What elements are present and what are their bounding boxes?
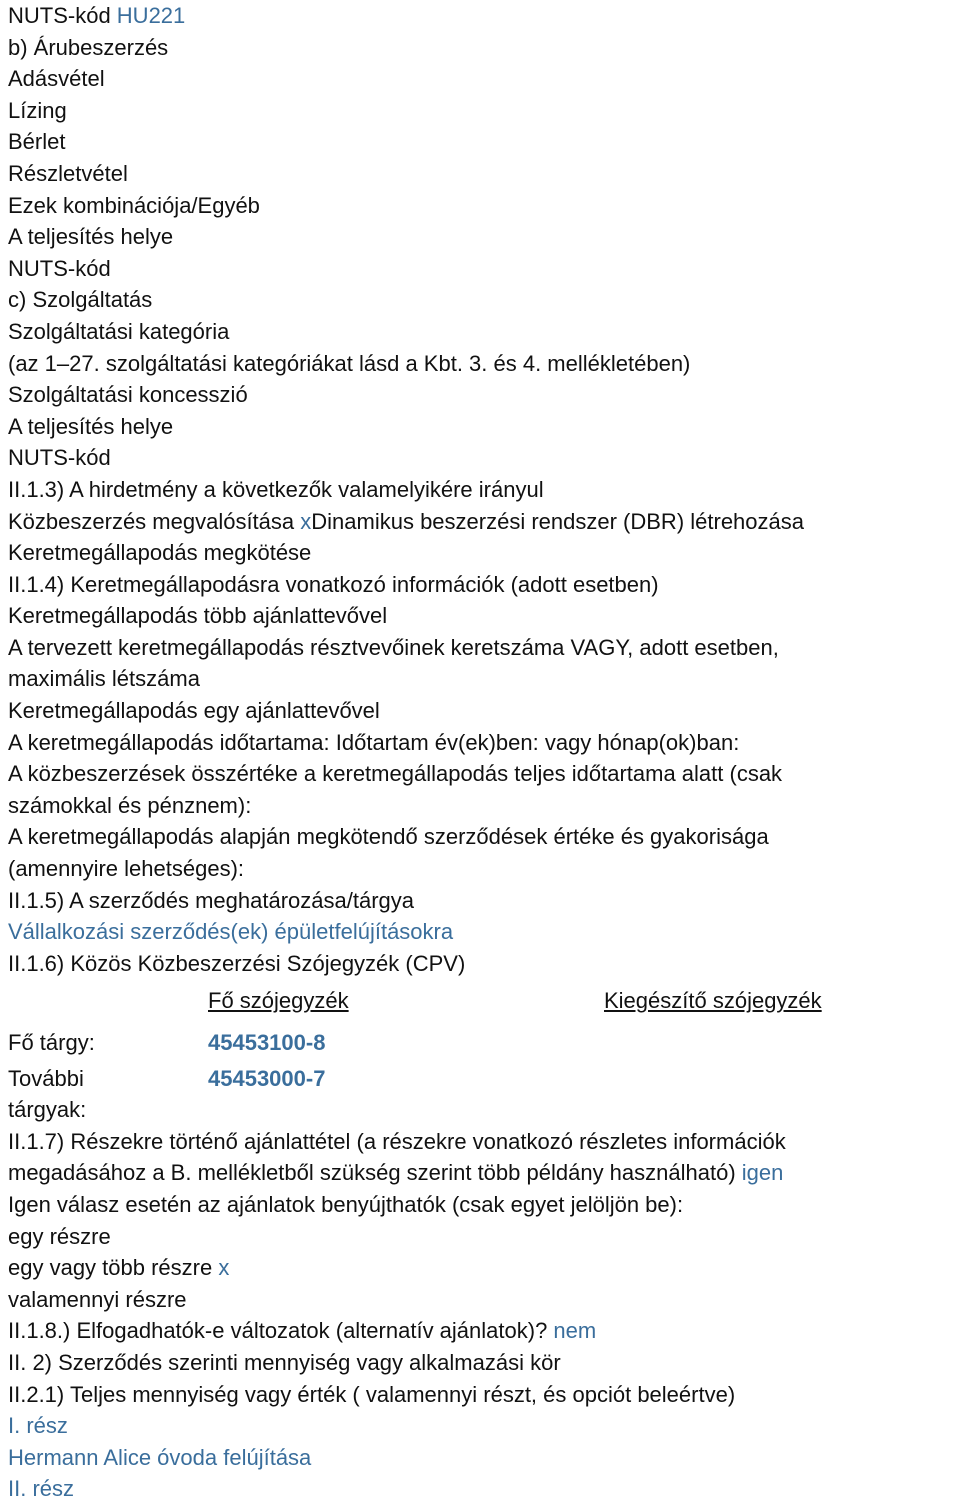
text-line (8, 537, 960, 569)
text-line (8, 95, 960, 127)
text-line (8, 379, 960, 411)
text-segment: I. rész (8, 1413, 68, 1439)
text-segment: (amennyire lehetséges): (8, 856, 245, 882)
text-line (8, 1379, 960, 1411)
text-segment: Dinamikus beszerzési rendszer (DBR) létrehozása (311, 508, 804, 534)
text-line (8, 632, 960, 664)
text-segment: Keretmegállapodás megkötése (8, 540, 312, 566)
text-segment: A tervezett keretmegállapodás résztvevőinek keretszáma VAGY, adott esetben, (8, 634, 779, 660)
text-segment: Vállalkozási szerződés(ek) épületfelújításokra (8, 919, 454, 945)
cpv-other-code: 45453000-7 (208, 1065, 326, 1091)
text-line (8, 916, 960, 948)
text-line (8, 1126, 960, 1158)
text-segment: x (300, 508, 312, 534)
document-text-bottom (8, 1126, 960, 1505)
text-line (8, 316, 960, 348)
text-segment: II. rész (8, 1476, 75, 1502)
cpv-table (8, 985, 960, 1125)
text-segment: Igen válasz esetén az ajánlatok benyújthatók (csak egyet jelöljön be): (8, 1191, 684, 1217)
text-segment: Közbeszerzés megvalósítása (8, 508, 301, 534)
cpv-other-extra (604, 1059, 864, 1126)
document-text-top (8, 0, 960, 979)
text-line (8, 885, 960, 917)
text-line (8, 32, 960, 64)
text-segment: NUTS-kód (8, 445, 111, 471)
text-line (8, 348, 960, 380)
text-segment: (az 1–27. szolgáltatási kategóriákat lásd a Kbt. 3. és 4. mellékletében) (8, 350, 691, 376)
text-line (8, 158, 960, 190)
text-line (8, 853, 960, 885)
text-segment: Lízing (8, 97, 67, 123)
text-line (8, 474, 960, 506)
text-line (8, 1473, 960, 1505)
text-line (8, 411, 960, 443)
text-line (8, 1410, 960, 1442)
text-line (8, 221, 960, 253)
text-line (8, 284, 960, 316)
text-segment: II.1.7) Részekre történő ajánlattétel (a részekre vonatkozó részletes információk (8, 1128, 786, 1154)
cpv-main-code: 45453100-8 (208, 1030, 326, 1055)
text-segment: II.2.1) Teljes mennyiség vagy érték ( valamennyi részt, és opciót beleértve) (8, 1381, 736, 1407)
text-line (8, 758, 960, 790)
text-line (8, 1221, 960, 1253)
cpv-header-extra: Kiegészítő szójegyzék (604, 988, 822, 1014)
text-segment: II.1.4) Keretmegállapodásra vonatkozó információk (adott esetben) (8, 571, 659, 597)
text-segment: II.1.5) A szerződés meghatározása/tárgya (8, 887, 415, 913)
text-segment: II. 2) Szerződés szerinti mennyiség vagy alkalmazási kör (8, 1349, 561, 1375)
text-line (8, 1189, 960, 1221)
text-segment: Bérlet (8, 129, 66, 155)
text-segment: A közbeszerzések összértéke a keretmegállapodás teljes időtartama alatt (csak (8, 761, 783, 787)
text-segment: Hermann Alice óvoda felújítása (8, 1444, 312, 1470)
text-segment: A keretmegállapodás alapján megkötendő szerződések értéke és gyakorisága (8, 824, 769, 850)
text-segment: A teljesítés helye (8, 413, 174, 439)
text-segment: Részletvétel (8, 160, 128, 186)
text-segment: egy részre (8, 1223, 111, 1249)
text-line (8, 63, 960, 95)
cpv-main-label: Fő tárgy: (8, 1030, 95, 1055)
text-line (8, 790, 960, 822)
text-line (8, 1252, 960, 1284)
cpv-other-label-line1: További (8, 1065, 84, 1091)
text-line (8, 695, 960, 727)
text-line (8, 948, 960, 980)
cpv-other-label (8, 1059, 208, 1126)
text-segment: x (218, 1255, 230, 1281)
text-segment: NUTS-kód (8, 3, 117, 28)
text-line (8, 0, 960, 32)
text-segment: Ezek kombinációja/Egyéb (8, 192, 260, 218)
text-line (8, 442, 960, 474)
text-segment: Szolgáltatási kategória (8, 318, 230, 344)
text-segment: Keretmegállapodás több ajánlattevővel (8, 603, 388, 629)
text-line (8, 1284, 960, 1316)
text-line (8, 600, 960, 632)
text-line (8, 253, 960, 285)
cpv-other-label-line2: tárgyak: (8, 1097, 87, 1123)
text-segment: Keretmegállapodás egy ajánlattevővel (8, 698, 380, 724)
cpv-empty-header (8, 985, 208, 1023)
text-line (8, 727, 960, 759)
text-segment: számokkal és pénznem): (8, 792, 252, 818)
text-line (8, 1315, 960, 1347)
text-line (8, 569, 960, 601)
text-segment: valamennyi részre (8, 1286, 187, 1312)
text-segment: Szolgáltatási koncesszió (8, 382, 248, 408)
text-segment: NUTS-kód (8, 255, 111, 281)
text-segment: maximális létszáma (8, 666, 200, 692)
text-segment: II.1.3) A hirdetmény a következők valamelyikére irányul (8, 476, 544, 502)
text-segment: A keretmegállapodás időtartama: Időtartam év(ek)ben: vagy hónap(ok)ban: (8, 729, 740, 755)
text-segment: megadásához a B. mellékletből szükség szerint több példány használható) (8, 1160, 742, 1186)
text-line (8, 506, 960, 538)
text-segment: nem (553, 1318, 597, 1344)
text-line (8, 190, 960, 222)
cpv-header-main: Fő szójegyzék (208, 988, 349, 1014)
text-segment: igen (741, 1160, 784, 1186)
text-line (8, 1442, 960, 1474)
text-segment: A teljesítés helye (8, 224, 174, 250)
cpv-main-extra (604, 1023, 864, 1059)
text-segment: HU221 (116, 3, 186, 28)
text-segment: II.1.8.) Elfogadhatók-e változatok (alternatív ajánlatok)? (8, 1318, 554, 1344)
text-line (8, 663, 960, 695)
text-segment: Adásvétel (8, 66, 105, 92)
text-line (8, 126, 960, 158)
text-segment: II.1.6) Közös Közbeszerzési Szójegyzék (CPV) (8, 950, 466, 976)
text-line (8, 1347, 960, 1379)
text-line (8, 821, 960, 853)
text-segment: egy vagy több részre (8, 1255, 219, 1281)
text-segment: c) Szolgáltatás (8, 287, 153, 313)
text-segment: b) Árubeszerzés (8, 34, 169, 60)
text-line (8, 1157, 960, 1189)
